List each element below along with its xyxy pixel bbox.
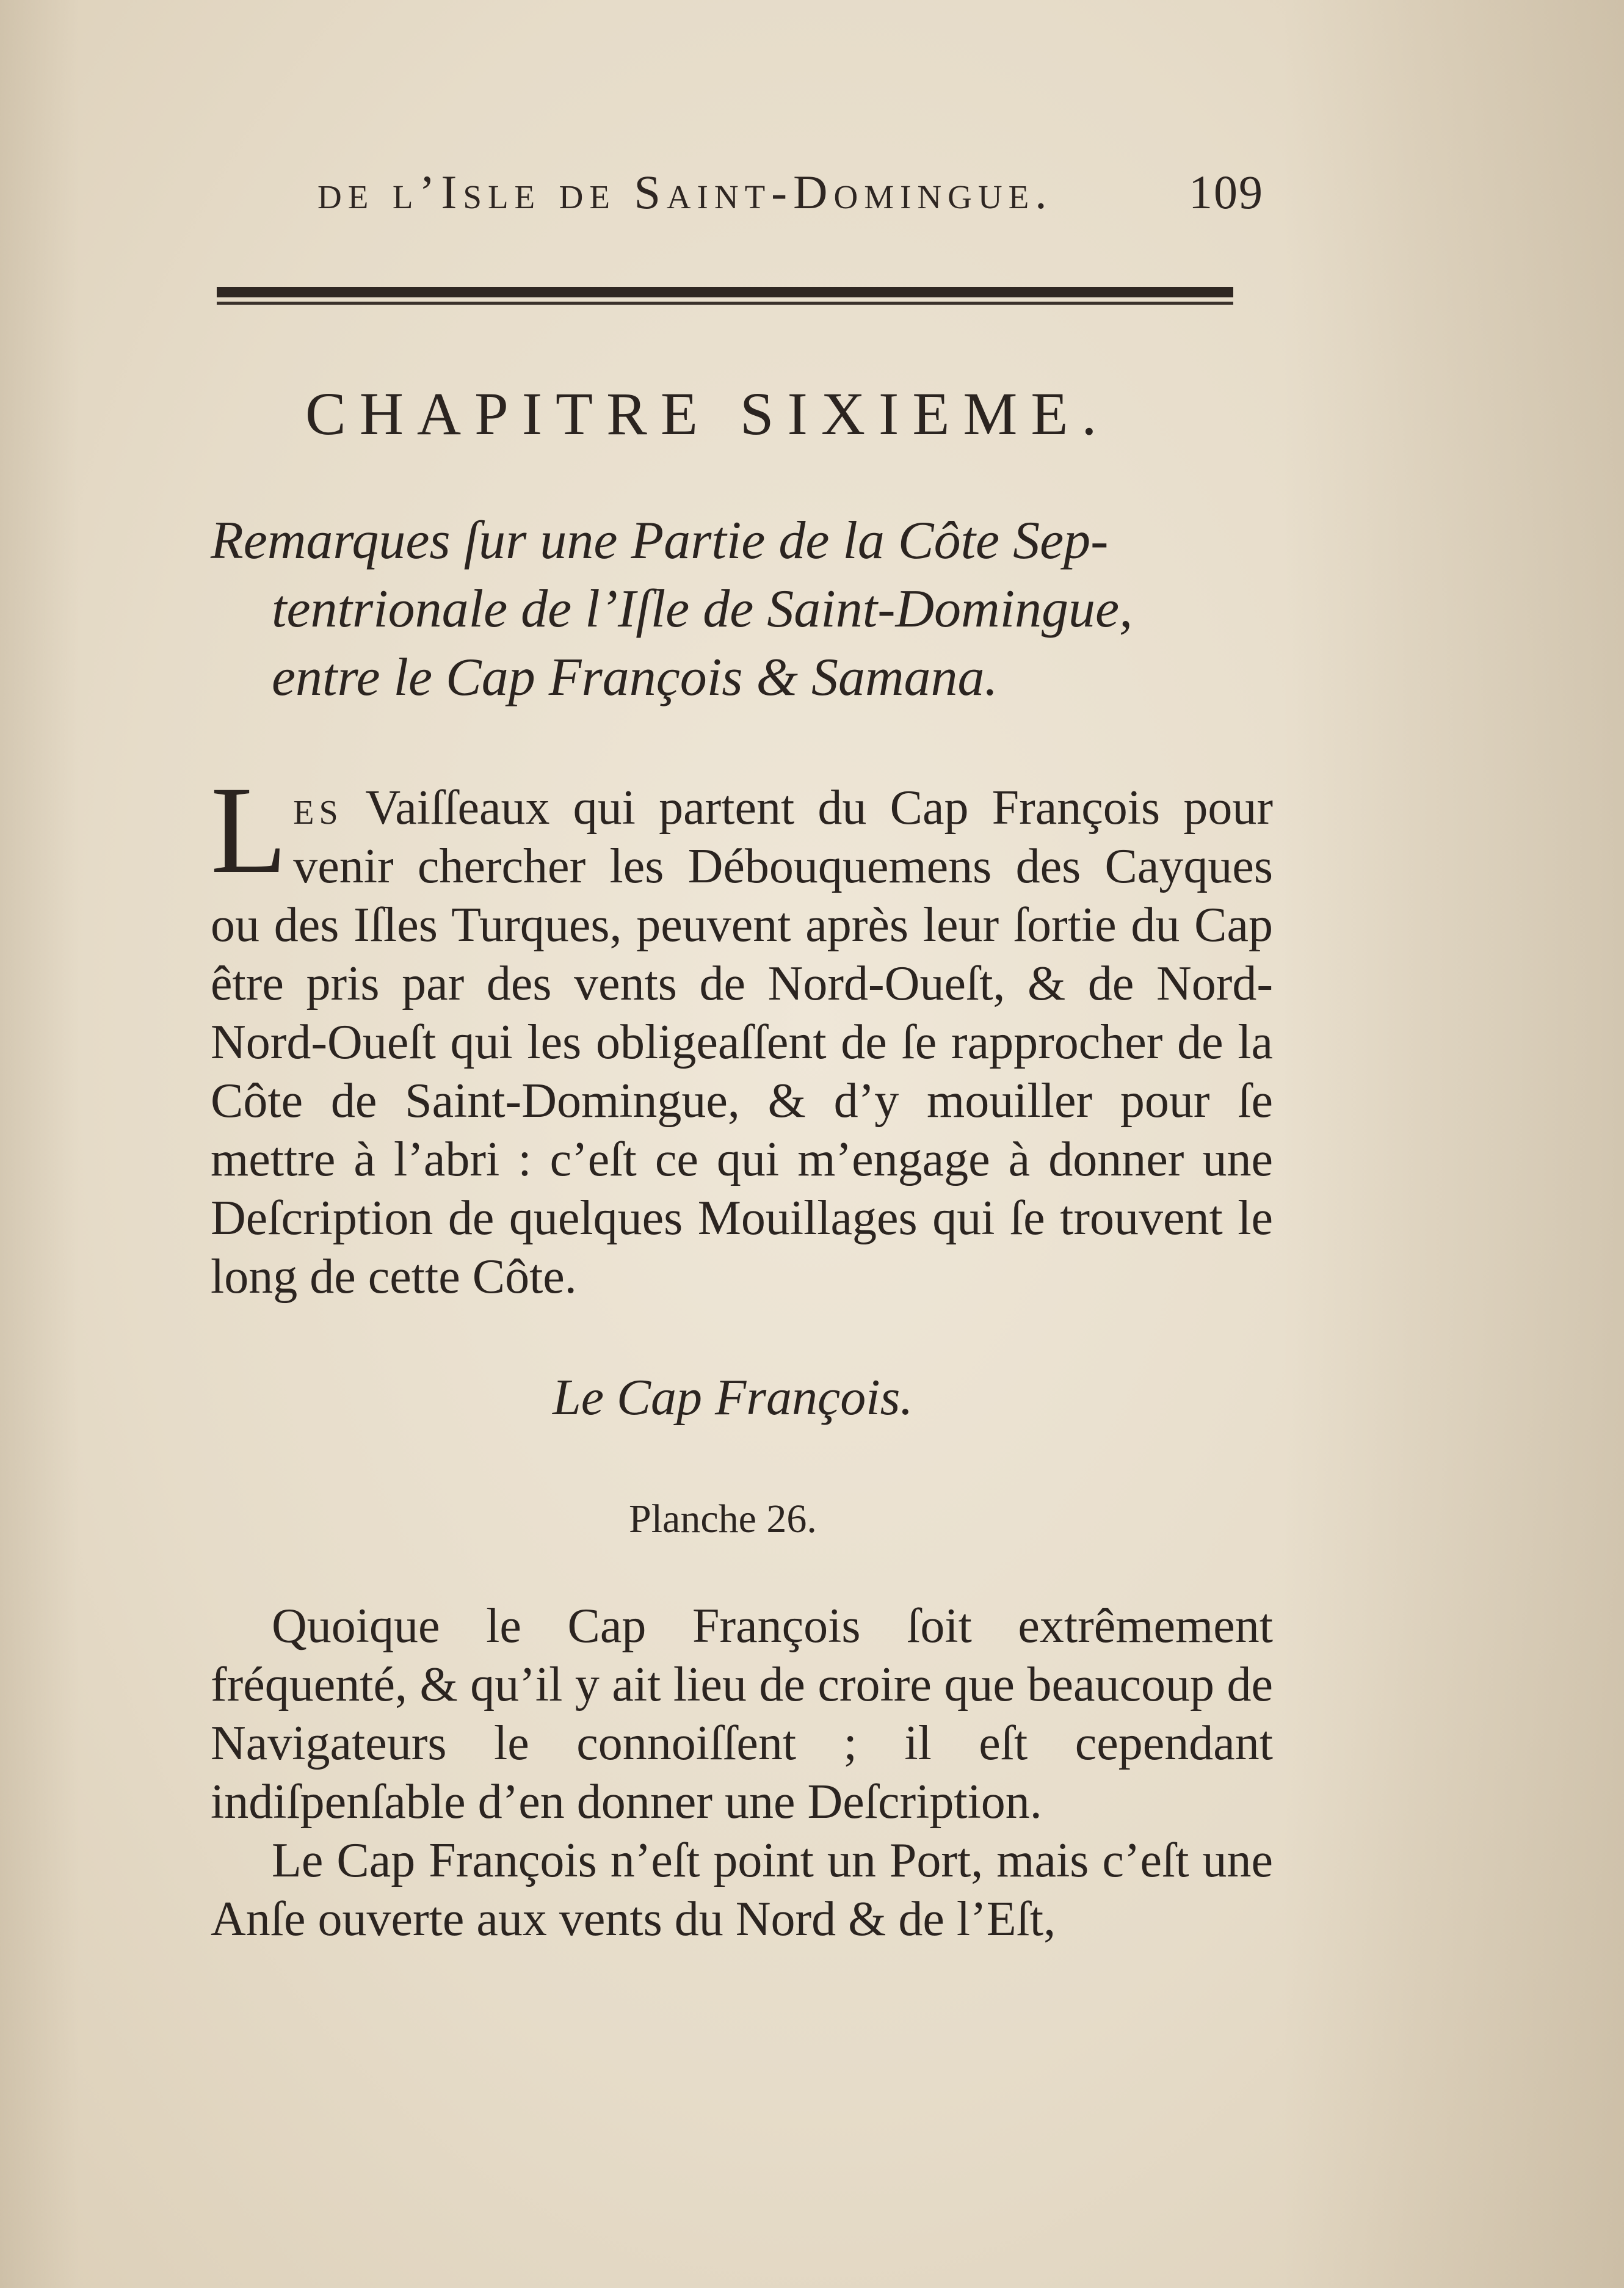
chapter-subtitle [211, 507, 1279, 712]
paragraph-intro-text: Vaiſſeaux qui partent du Cap François pour venir chercher les Débouquemens des Cayques ou des Iſles Turques, peuvent après leur ſortie du Cap être pris par des vents de Nord-Oueſt, & de Nord-Nord-Oueſt qui les obligeaſſent de ſe rapprocher de la Côte de Saint-Domingue, & d’y mouiller pour ſe mettre à l’abri : c’eſt ce qui m’engage à donner une Deſcription de quelques Mouillages qui ſe trouvent le long de cette Côte. [211, 781, 1273, 1304]
subtitle-line-1: Remarques ſur une Partie de la Côte Sep- [211, 511, 1109, 570]
page-edge-shadow [0, 0, 79, 2288]
header-rule [217, 287, 1233, 308]
plate-label: Planche 26. [629, 1497, 817, 1541]
running-head-title: de l’Isle de Saint-Domingue. [317, 165, 1053, 219]
page-number: 109 [1189, 165, 1264, 219]
paragraph-intro [211, 761, 1273, 1306]
gutter-shadow [1282, 0, 1624, 2288]
subtitle-line-3: entre le Cap François & Samana. [272, 648, 998, 707]
paragraph-description: Quoique le Cap François ſoit extrêmement fréquenté, & qu’il y ait lieu de croire que beaucoup de Navigateurs le connoiſſent ; il eſt cependant indiſpenſable d’en donner une Deſcription. [211, 1599, 1273, 1829]
lead-in: es [293, 781, 343, 835]
chapter-title: CHAPITRE SIXIEME. [305, 380, 1111, 448]
section-heading: Le Cap François. [553, 1369, 913, 1426]
subtitle-line-2: tentrionale de l’Iſle de Saint-Domingue, [272, 579, 1133, 639]
drop-cap: L [211, 761, 288, 899]
header-rule-thin [217, 302, 1233, 305]
header-rule-thick [217, 287, 1233, 297]
paragraph-port: Le Cap François n’eſt point un Port, mais c’eſt une Anſe ouverte aux vents du Nord & de l’Eſt, [211, 1834, 1273, 1946]
running-head [317, 165, 1264, 232]
